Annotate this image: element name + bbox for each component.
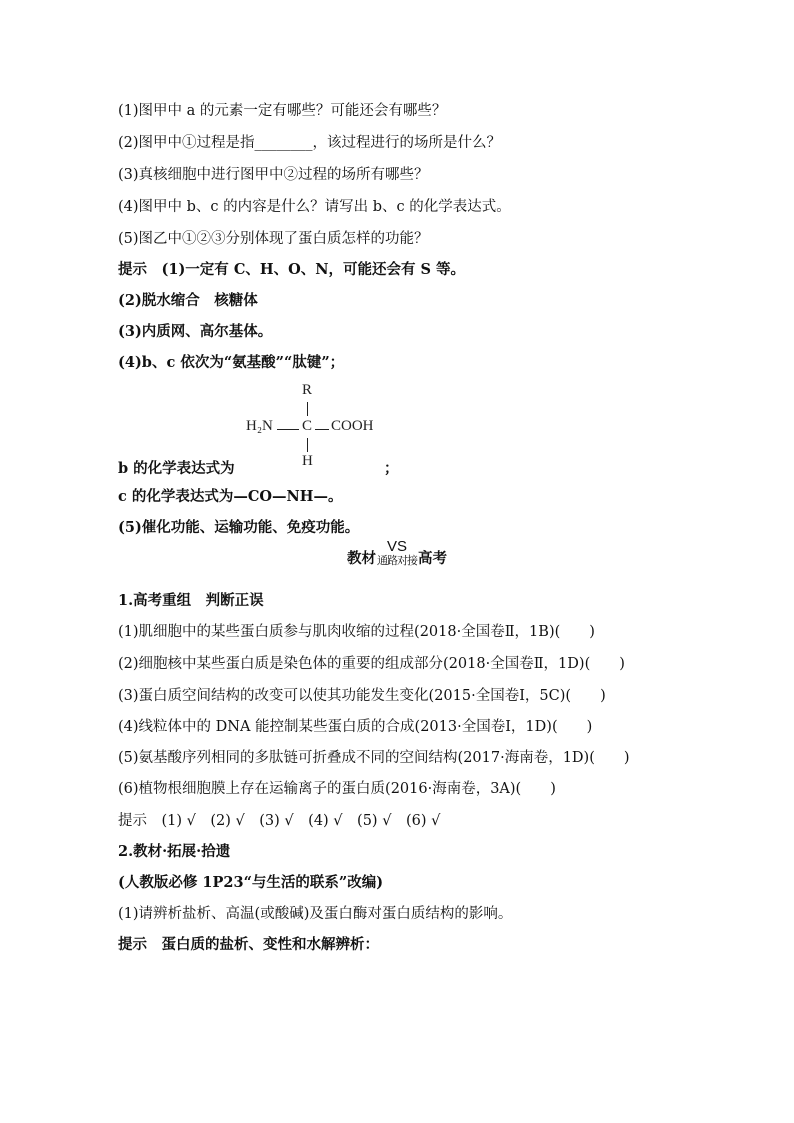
section-title-right: 高考: [418, 550, 447, 567]
answer-4: (4)b、c 依次为“氨基酸”“肽键”；: [118, 354, 345, 371]
section-title-left: 教材: [347, 550, 376, 567]
bond-left: [277, 429, 299, 430]
formula-c: C: [302, 418, 313, 434]
part1-hint: 提示 (1) √ (2) √ (3) √ (4) √ (5) √ (6) √: [118, 813, 441, 829]
question-1: (1)图甲中 a 的元素一定有哪些？可能还会有哪些？: [118, 103, 447, 119]
c-expression: c 的化学表达式为—CO—NH—。: [118, 488, 343, 505]
answer-5: (5)催化功能、运输功能、免疫功能。: [118, 519, 360, 536]
part1-item-6: (6)植物根细胞膜上存在运输离子的蛋白质(2016·海南卷，3A)( ): [118, 781, 556, 797]
b-expression-label: b 的化学表达式为: [118, 460, 235, 477]
part1-item-2: (2)细胞核中某些蛋白质是染色体的重要的组成部分(2018·全国卷Ⅱ，1D)( ): [118, 656, 625, 672]
part2-hint: 提示 蛋白质的盐析、变性和水解辨析：: [118, 936, 379, 953]
bond-right: [315, 429, 329, 430]
question-5: (5)图乙中①②③分别体现了蛋白质怎样的功能？: [118, 231, 429, 247]
formula-h: H: [302, 453, 313, 469]
vs-text: VS: [386, 538, 407, 555]
section-title: [0, 538, 794, 568]
answer-2: (2)脱水缩合 核糖体: [118, 292, 258, 309]
b-expression-end: ；: [384, 460, 399, 477]
part2-title: 2.教材·拓展·拾遗: [118, 843, 231, 860]
part1-item-4: (4)线粒体中的 DNA 能控制某些蛋白质的合成(2013·全国卷Ⅰ，1D)( ): [118, 719, 593, 735]
part2-source: (人教版必修 1P23“与生活的联系”改编): [118, 874, 384, 891]
formula-cooh: COOH: [331, 418, 374, 434]
part1-item-3: (3)蛋白质空间结构的改变可以使其功能发生变化(2015·全国卷Ⅰ，5C)( ): [118, 688, 606, 704]
answer-1: 提示 (1)一定有 C、H、O、N，可能还会有 S 等。: [118, 261, 466, 278]
bond-vertical-bottom: [307, 438, 308, 452]
question-2: (2)图甲中①过程是指________，该过程进行的场所是什么？: [118, 135, 502, 151]
question-3: (3)真核细胞中进行图甲中②过程的场所有哪些？: [118, 167, 429, 183]
part1-item-1: (1)肌细胞中的某些蛋白质参与肌肉收缩的过程(2018·全国卷Ⅱ，1B)( ): [118, 624, 595, 640]
part2-question-1: (1)请辨析盐析、高温(或酸碱)及蛋白酶对蛋白质结构的影响。: [118, 906, 513, 922]
bond-vertical-top: [307, 402, 308, 416]
vs-badge: [377, 538, 417, 568]
part1-title: 1.高考重组 判断正误: [118, 592, 264, 609]
formula-h2n: H₂N: [246, 418, 273, 434]
amino-acid-formula: [246, 382, 396, 474]
question-4: (4)图甲中 b、c 的内容是什么？请写出 b、c 的化学表达式。: [118, 199, 511, 215]
answer-3: (3)内质网、高尔基体。: [118, 323, 273, 340]
formula-r: R: [302, 382, 313, 398]
vs-subtext: 通路对接: [377, 554, 417, 567]
part1-item-5: (5)氨基酸序列相同的多肽链可折叠成不同的空间结构(2017·海南卷，1D)( ): [118, 750, 630, 766]
